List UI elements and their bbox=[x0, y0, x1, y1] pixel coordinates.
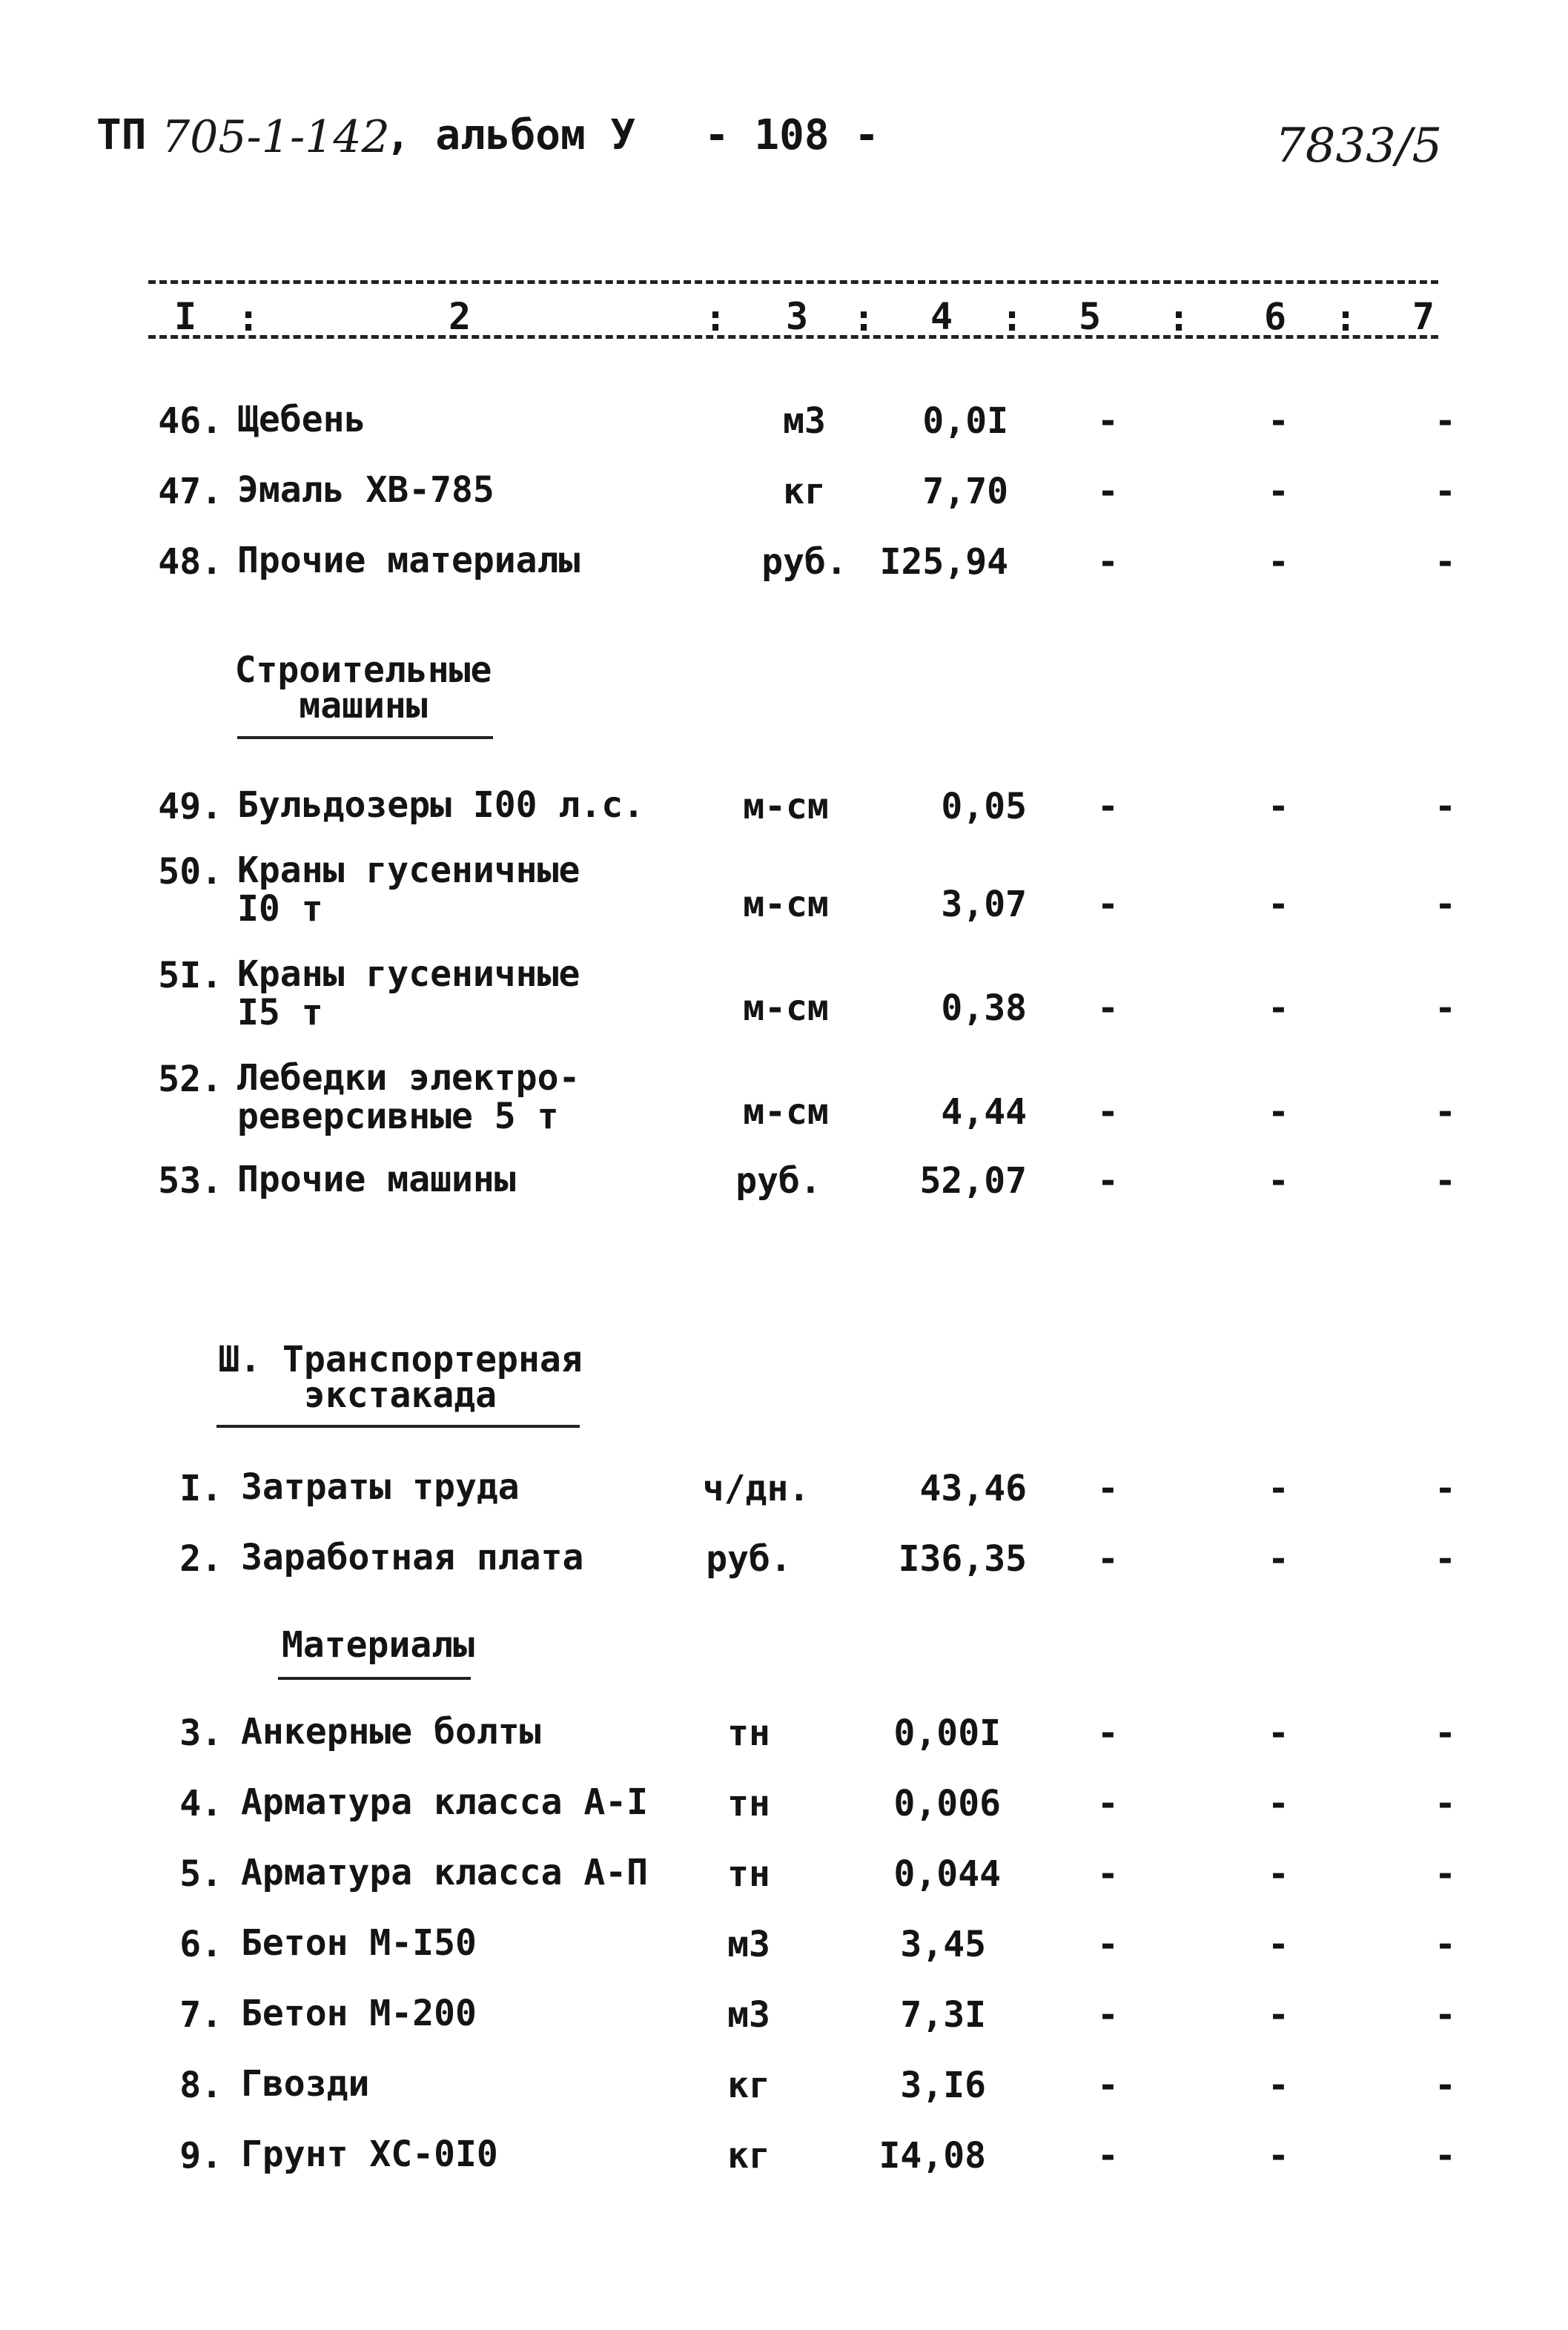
item-unit: руб. bbox=[706, 1538, 792, 1580]
section-title-transport bbox=[208, 1339, 593, 1416]
item-unit: тн bbox=[727, 1783, 770, 1824]
row-number: 4. bbox=[179, 1783, 222, 1824]
section-title-machines bbox=[222, 649, 504, 727]
item-name-line: реверсивные 5 т bbox=[237, 1096, 559, 1137]
row-number: 7. bbox=[179, 1994, 222, 2036]
column-5-value: - bbox=[1097, 1853, 1119, 1895]
item-name: Гвозди bbox=[241, 2063, 370, 2105]
column-7-value: - bbox=[1435, 1924, 1456, 1965]
item-name: Затраты труда bbox=[241, 1466, 520, 1508]
column-7-value: - bbox=[1435, 1712, 1456, 1754]
column-5-value: - bbox=[1097, 1468, 1119, 1509]
item-name-line: I0 т bbox=[237, 888, 323, 930]
column-7-value: - bbox=[1435, 884, 1456, 925]
item-name: Щебень bbox=[237, 399, 366, 440]
column-5-value: - bbox=[1097, 884, 1119, 925]
section-title-line: машины bbox=[299, 685, 428, 727]
item-name bbox=[237, 851, 580, 928]
item-name: Анкерные болты bbox=[241, 1711, 541, 1753]
column-7-value: - bbox=[1435, 1994, 1456, 2036]
column-5-value: - bbox=[1097, 2135, 1119, 2177]
item-name: Арматура класса А-I bbox=[241, 1781, 649, 1823]
item-unit: м-см bbox=[743, 786, 829, 827]
column-5-value: - bbox=[1097, 1924, 1119, 1965]
row-number: 8. bbox=[179, 2065, 222, 2106]
column-5-value: - bbox=[1097, 1160, 1119, 1202]
item-name-line: Прочие машины bbox=[237, 1159, 516, 1200]
column-number-7: 7 bbox=[1412, 295, 1435, 338]
item-name bbox=[237, 1160, 516, 1199]
item-quantity: 0,044 bbox=[893, 1853, 1001, 1895]
column-5-value: - bbox=[1097, 1783, 1119, 1824]
row-number: 46. bbox=[158, 400, 222, 442]
column-5-value: - bbox=[1097, 1538, 1119, 1580]
item-unit: ч/дн. bbox=[702, 1468, 810, 1509]
item-unit: тн bbox=[727, 1853, 770, 1895]
section-underline bbox=[237, 736, 493, 739]
doc-prefix: ТП bbox=[96, 111, 147, 159]
item-quantity: 0,006 bbox=[893, 1783, 1001, 1824]
item-name: Бетон М-200 bbox=[241, 1993, 477, 2034]
column-header-top-rule bbox=[148, 280, 1438, 284]
item-quantity: 4,44 bbox=[941, 1091, 1027, 1133]
item-name-line: Краны гусеничные bbox=[237, 850, 580, 891]
column-separator: : bbox=[853, 297, 876, 340]
item-unit: м-см bbox=[743, 884, 829, 925]
item-name bbox=[237, 1059, 580, 1136]
column-separator: : bbox=[1001, 297, 1024, 340]
section-underline bbox=[278, 1677, 471, 1680]
column-7-value: - bbox=[1435, 2135, 1456, 2177]
column-7-value: - bbox=[1435, 1091, 1456, 1133]
item-unit: руб. bbox=[761, 541, 847, 583]
column-separator: : bbox=[237, 297, 260, 340]
row-number: 53. bbox=[158, 1160, 222, 1202]
column-7-value: - bbox=[1435, 1160, 1456, 1202]
section-title-line: Материалы bbox=[281, 1624, 475, 1666]
item-name-line: Лебедки электро- bbox=[237, 1057, 580, 1099]
column-6-value: - bbox=[1268, 2135, 1289, 2177]
item-unit: кг bbox=[727, 2135, 770, 2177]
row-number: 2. bbox=[179, 1538, 222, 1580]
item-quantity: 3,45 bbox=[900, 1924, 986, 1965]
column-number-1: I bbox=[174, 295, 197, 338]
column-6-value: - bbox=[1268, 884, 1289, 925]
item-name: Грунт ХС-0I0 bbox=[241, 2134, 498, 2175]
column-5-value: - bbox=[1097, 1091, 1119, 1133]
column-number-4: 4 bbox=[930, 295, 953, 338]
row-number: 49. bbox=[158, 786, 222, 827]
column-number-5: 5 bbox=[1079, 295, 1102, 338]
column-6-value: - bbox=[1268, 400, 1289, 442]
item-unit: м3 bbox=[727, 1994, 770, 2036]
item-unit: кг bbox=[783, 471, 826, 512]
column-6-value: - bbox=[1268, 2065, 1289, 2106]
column-6-value: - bbox=[1268, 541, 1289, 583]
row-number: 5I. bbox=[158, 955, 222, 996]
item-name bbox=[237, 955, 580, 1032]
column-5-value: - bbox=[1097, 400, 1119, 442]
item-unit: м3 bbox=[727, 1924, 770, 1965]
item-quantity: 7,70 bbox=[922, 471, 1008, 512]
column-5-value: - bbox=[1097, 541, 1119, 583]
item-quantity: 0,0I bbox=[922, 400, 1008, 442]
item-name-line: I5 т bbox=[237, 992, 323, 1033]
item-name: Прочие материалы bbox=[237, 540, 580, 581]
column-6-value: - bbox=[1268, 471, 1289, 512]
column-7-value: - bbox=[1435, 2065, 1456, 2106]
item-quantity: 43,46 bbox=[919, 1468, 1027, 1509]
item-quantity: 7,3I bbox=[900, 1994, 986, 2036]
column-number-2: 2 bbox=[449, 295, 472, 338]
page-number: - 108 - bbox=[704, 111, 880, 159]
column-7-value: - bbox=[1435, 786, 1456, 827]
column-5-value: - bbox=[1097, 1994, 1119, 2036]
row-number: 50. bbox=[158, 851, 222, 893]
row-number: 47. bbox=[158, 471, 222, 512]
item-name: Заработная плата bbox=[241, 1537, 584, 1578]
section-title-line: экстакада bbox=[303, 1374, 497, 1416]
item-quantity: 52,07 bbox=[919, 1160, 1027, 1202]
column-7-value: - bbox=[1435, 1783, 1456, 1824]
column-6-value: - bbox=[1268, 1538, 1289, 1580]
column-7-value: - bbox=[1435, 541, 1456, 583]
column-5-value: - bbox=[1097, 1712, 1119, 1754]
column-number-6: 6 bbox=[1264, 295, 1287, 338]
column-6-value: - bbox=[1268, 1712, 1289, 1754]
item-quantity: I36,35 bbox=[898, 1538, 1027, 1580]
album-label: , альбом У bbox=[386, 111, 636, 159]
row-number: I. bbox=[179, 1468, 222, 1509]
section-title-line: Строительные bbox=[234, 649, 492, 691]
column-separator: : bbox=[1334, 297, 1357, 340]
row-number: 5. bbox=[179, 1853, 222, 1895]
column-5-value: - bbox=[1097, 786, 1119, 827]
item-name: Арматура класса А-П bbox=[241, 1852, 649, 1893]
column-6-value: - bbox=[1268, 987, 1289, 1029]
column-5-value: - bbox=[1097, 2065, 1119, 2106]
row-number: 9. bbox=[179, 2135, 222, 2177]
item-quantity: 3,I6 bbox=[900, 2065, 986, 2106]
document-number: 7833/5 bbox=[1275, 119, 1443, 173]
item-unit: м-см bbox=[743, 1091, 829, 1133]
column-5-value: - bbox=[1097, 987, 1119, 1029]
column-6-value: - bbox=[1268, 786, 1289, 827]
item-quantity: I4,08 bbox=[879, 2135, 986, 2177]
item-unit: руб. bbox=[735, 1160, 821, 1202]
column-6-value: - bbox=[1268, 1468, 1289, 1509]
project-code: 705-1-142 bbox=[162, 111, 390, 163]
column-header-bottom-rule bbox=[148, 335, 1438, 339]
column-5-value: - bbox=[1097, 471, 1119, 512]
item-quantity: 0,38 bbox=[941, 987, 1027, 1029]
item-name-line: Краны гусеничные bbox=[237, 953, 580, 995]
section-title-line: Ш. Транспортерная bbox=[218, 1339, 583, 1380]
item-unit: м-см bbox=[743, 987, 829, 1029]
item-quantity: 0,05 bbox=[941, 786, 1027, 827]
item-unit: кг bbox=[727, 2065, 770, 2106]
item-unit: тн bbox=[727, 1712, 770, 1754]
column-7-value: - bbox=[1435, 471, 1456, 512]
item-name bbox=[237, 786, 644, 824]
column-separator: : bbox=[1168, 297, 1191, 340]
row-number: 6. bbox=[179, 1924, 222, 1965]
column-6-value: - bbox=[1268, 1783, 1289, 1824]
column-6-value: - bbox=[1268, 1091, 1289, 1133]
item-name-line: Бульдозеры I00 л.с. bbox=[237, 784, 645, 826]
column-7-value: - bbox=[1435, 400, 1456, 442]
row-number: 3. bbox=[179, 1712, 222, 1754]
row-number: 48. bbox=[158, 541, 222, 583]
item-name: Эмаль ХВ-785 bbox=[237, 469, 494, 511]
column-7-value: - bbox=[1435, 1853, 1456, 1895]
column-6-value: - bbox=[1268, 1853, 1289, 1895]
column-6-value: - bbox=[1268, 1994, 1289, 2036]
column-separator: : bbox=[704, 297, 727, 340]
item-quantity: 3,07 bbox=[941, 884, 1027, 925]
section-underline bbox=[216, 1425, 580, 1428]
column-7-value: - bbox=[1435, 987, 1456, 1029]
item-unit: м3 bbox=[783, 400, 826, 442]
column-6-value: - bbox=[1268, 1924, 1289, 1965]
row-number: 52. bbox=[158, 1059, 222, 1100]
item-quantity: I25,94 bbox=[879, 541, 1008, 583]
column-7-value: - bbox=[1435, 1538, 1456, 1580]
column-number-3: 3 bbox=[786, 295, 809, 338]
item-name: Бетон М-I50 bbox=[241, 1922, 477, 1964]
column-7-value: - bbox=[1435, 1468, 1456, 1509]
section-title-materials bbox=[274, 1624, 482, 1666]
column-6-value: - bbox=[1268, 1160, 1289, 1202]
item-quantity: 0,00I bbox=[893, 1712, 1001, 1754]
